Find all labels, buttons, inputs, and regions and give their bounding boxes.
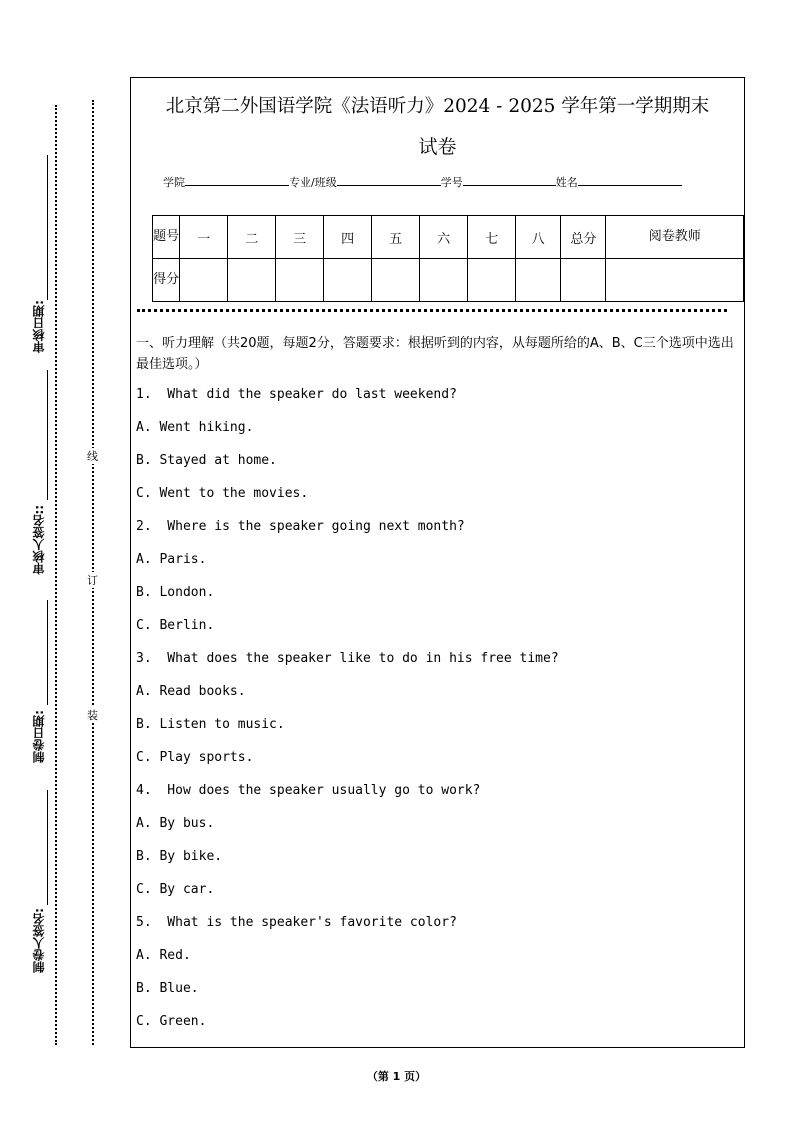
score-cell[interactable] <box>276 259 324 302</box>
col-5: 五 <box>372 216 420 259</box>
question-text: 4. How does the speaker usually go to work? <box>136 783 481 798</box>
answer-option[interactable]: C. Play sports. <box>136 750 254 765</box>
answer-option[interactable]: C. Green. <box>136 1014 207 1029</box>
answer-option[interactable]: B. By bike. <box>136 849 223 864</box>
col-3: 三 <box>276 216 324 259</box>
maker-sign-line <box>47 790 48 905</box>
col-2: 二 <box>228 216 276 259</box>
answer-option[interactable]: A. Red. <box>136 948 191 963</box>
answer-option[interactable]: B. Listen to music. <box>136 717 285 732</box>
name-field[interactable] <box>578 175 682 186</box>
score-table-score-row <box>153 259 744 302</box>
col-8: 八 <box>516 216 561 259</box>
major-class-label: 专业/班级 <box>289 176 337 189</box>
answer-option[interactable]: A. Went hiking. <box>136 420 254 435</box>
student-info-row <box>163 174 682 190</box>
answer-option[interactable]: A. By bus. <box>136 816 215 831</box>
col-1: 一 <box>180 216 228 259</box>
maker-date-label: 制卷日期: <box>32 710 46 763</box>
page-number: （第 1 页） <box>366 1070 427 1083</box>
score-cell[interactable] <box>561 259 606 302</box>
question-list <box>136 385 741 1045</box>
col-6: 六 <box>420 216 468 259</box>
exam-title-line1: 北京第二外国语学院《法语听力》2024 - 2025 学年第一学期期末 <box>165 96 710 117</box>
name-label: 姓名 <box>555 176 578 189</box>
reviewer-sign-line <box>47 370 48 500</box>
answer-option[interactable]: C. Berlin. <box>136 618 215 633</box>
row2-head: 得分 <box>153 259 180 302</box>
question-text: 5. What is the speaker's favorite color? <box>136 915 457 930</box>
score-cell[interactable] <box>372 259 420 302</box>
bind-char-mount: 装 <box>87 709 98 722</box>
answer-option[interactable]: B. Stayed at home. <box>136 453 277 468</box>
major-class-field[interactable] <box>337 175 441 186</box>
score-cell[interactable] <box>606 259 744 302</box>
score-cell[interactable] <box>228 259 276 302</box>
score-cell[interactable] <box>516 259 561 302</box>
reviewer-date-label: 审核日期: <box>32 300 46 353</box>
answer-option[interactable]: A. Paris. <box>136 552 207 567</box>
answer-option[interactable]: A. Read books. <box>136 684 246 699</box>
question-text: 2. Where is the speaker going next month? <box>136 519 465 534</box>
exam-title-line2: 试卷 <box>418 136 457 158</box>
bind-char-line: 线 <box>87 450 98 463</box>
col-7: 七 <box>468 216 516 259</box>
maker-sign-label: 制卷人签名: <box>32 908 46 973</box>
col-total: 总分 <box>561 216 606 259</box>
score-cell[interactable] <box>180 259 228 302</box>
answer-option[interactable]: B. Blue. <box>136 981 199 996</box>
reviewer-date-line <box>47 155 48 300</box>
student-id-label: 学号 <box>440 176 463 189</box>
bind-char-order: 订 <box>87 574 98 587</box>
exam-frame <box>130 77 745 1048</box>
score-cell[interactable] <box>420 259 468 302</box>
answer-option[interactable]: B. London. <box>136 585 215 600</box>
college-field[interactable] <box>185 175 289 186</box>
score-table-header-row <box>153 216 744 259</box>
college-label: 学院 <box>163 176 185 189</box>
answer-option[interactable]: C. Went to the movies. <box>136 486 309 501</box>
score-table <box>152 215 744 302</box>
question-text: 1. What did the speaker do last weekend? <box>136 387 457 402</box>
reviewer-sign-label: 审核人签名:: <box>32 505 46 575</box>
col-4: 四 <box>324 216 372 259</box>
score-cell[interactable] <box>324 259 372 302</box>
score-cell[interactable] <box>468 259 516 302</box>
row1-head: 题号 <box>153 216 180 259</box>
question-section <box>136 333 741 1045</box>
section-instruction: 一、听力理解（共20题，每题2分，答题要求：根据听到的内容，从每题所给的A、B、C三个选项中选出最佳选项。） <box>136 336 734 372</box>
outer-dotted-line <box>55 105 57 1045</box>
col-grader: 阅卷教师 <box>606 216 744 259</box>
maker-date-line <box>47 600 48 705</box>
question-text: 3. What does the speaker like to do in his free time? <box>136 651 559 666</box>
dotted-separator <box>137 309 727 312</box>
answer-option[interactable]: C. By car. <box>136 882 215 897</box>
student-id-field[interactable] <box>463 175 556 186</box>
